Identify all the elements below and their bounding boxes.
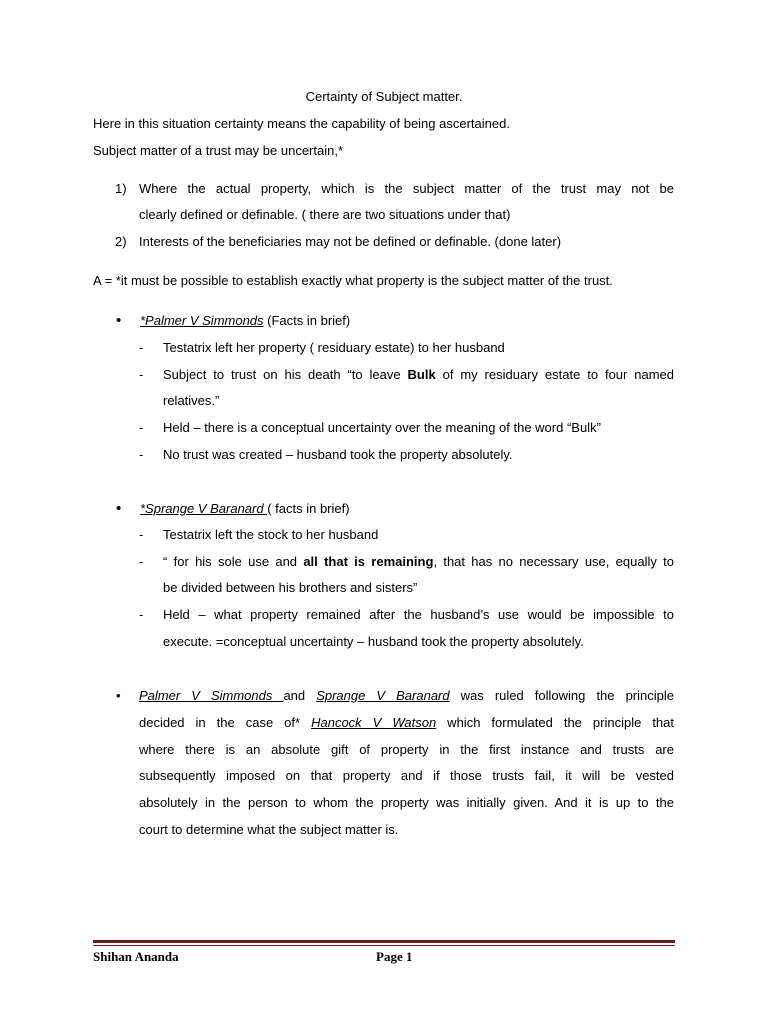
intro-line-1: Here in this situation certainty means the capability of being ascertained.: [93, 116, 510, 131]
case-2-name: *Sprange V Baranard: [140, 501, 268, 516]
case-1-point-1: Testatrix left her property ( residuary estate) to her husband: [163, 340, 505, 355]
case-2-point-3: Held – what property remained after the husband’s use would be impossible to: [163, 607, 674, 622]
footer-page-number: Page 1: [376, 949, 413, 964]
case-1-point-2-post: of my residuary estate to four named: [435, 367, 674, 382]
list-item-1-line-2: clearly defined or definable. ( there are two situations under that): [139, 207, 511, 222]
principle-line-6: court to determine what the subject matter is.: [139, 822, 399, 837]
dash-1-1: -: [139, 340, 144, 355]
dash-1-4: -: [139, 447, 144, 462]
case-2-point-2-cont: be divided between his brothers and sisters”: [163, 580, 418, 595]
case-1-point-2-cont: relatives.”: [163, 393, 220, 408]
case-2-point-1: Testatrix left the stock to her husband: [163, 527, 379, 542]
principle-case-b: Sprange V Baranard: [316, 688, 450, 703]
principle-line-1: [139, 688, 674, 704]
bullet-principle: •: [116, 688, 121, 703]
principle-line-4: subsequently imposed on that property and if those trusts fail, it will be vested: [139, 768, 674, 783]
list-number-1: 1): [115, 181, 127, 196]
principle-and: and: [283, 688, 317, 703]
principle-line-5: absolutely in the person to whom the property was initially given. And it is up to the: [139, 795, 674, 810]
footer-author: Shihan Ananda: [93, 949, 179, 964]
principle-case-a: Palmer V Simmonds: [139, 688, 284, 703]
principle-line-2: [139, 715, 674, 731]
case-2-point-2-pre: “ for his sole use and: [163, 554, 304, 569]
page-title: Certainty of Subject matter.: [305, 89, 463, 104]
bullet-case-1: •: [116, 312, 122, 329]
case-2-point-2-post: , that has no necessary use, equally to: [433, 554, 674, 569]
dash-1-3: -: [139, 420, 144, 435]
case-1-point-3: Held – there is a conceptual uncertainty over the meaning of the word “Bulk”: [163, 420, 601, 435]
principle-case-c: Hancock V Watson: [311, 715, 437, 730]
intro-line-2: Subject matter of a trust may be uncertain,*: [93, 143, 344, 158]
bullet-case-2: •: [116, 500, 122, 517]
list-item-2-line-1: Interests of the beneficiaries may not be defined or definable. (done later): [139, 234, 562, 249]
footer-rule-thick: [93, 940, 675, 943]
case-1-name: *Palmer V Simmonds: [140, 313, 264, 328]
case-1-point-2-bold: Bulk: [407, 367, 436, 382]
case-1-heading: [140, 313, 350, 329]
principle-line-2-pre: decided in the case of*: [139, 715, 312, 730]
list-item-1-line-1: Where the actual property, which is the subject matter of the trust may not be: [139, 181, 674, 196]
case-1-point-2-pre: Subject to trust on his death “to leave: [163, 367, 408, 382]
dash-2-1: -: [139, 527, 144, 542]
case-1-suffix: (Facts in brief): [263, 313, 351, 328]
case-2-point-2: [163, 554, 674, 570]
dash-2-2: -: [139, 554, 144, 569]
a-statement: A = *it must be possible to establish exactly what property is the subject matter of the trust.: [93, 273, 613, 288]
footer-rule-thin: [93, 945, 675, 946]
principle-line-2-rest: which formulated the principle that: [436, 715, 675, 730]
list-number-2: 2): [115, 234, 127, 249]
principle-line-3: where there is an absolute gift of property in the first instance and trusts are: [139, 742, 674, 757]
case-2-heading: [140, 501, 350, 517]
dash-2-3: -: [139, 607, 144, 622]
case-1-point-2: [163, 367, 674, 383]
case-2-point-3-cont: execute. =conceptual uncertainty – husband took the property absolutely.: [163, 634, 584, 649]
principle-line-1-rest: was ruled following the principle: [449, 688, 674, 703]
dash-1-2: -: [139, 367, 144, 382]
case-2-suffix: ( facts in brief): [267, 501, 350, 516]
case-1-point-4: No trust was created – husband took the property absolutely.: [163, 447, 513, 462]
case-2-point-2-bold: all that is remaining: [303, 554, 434, 569]
